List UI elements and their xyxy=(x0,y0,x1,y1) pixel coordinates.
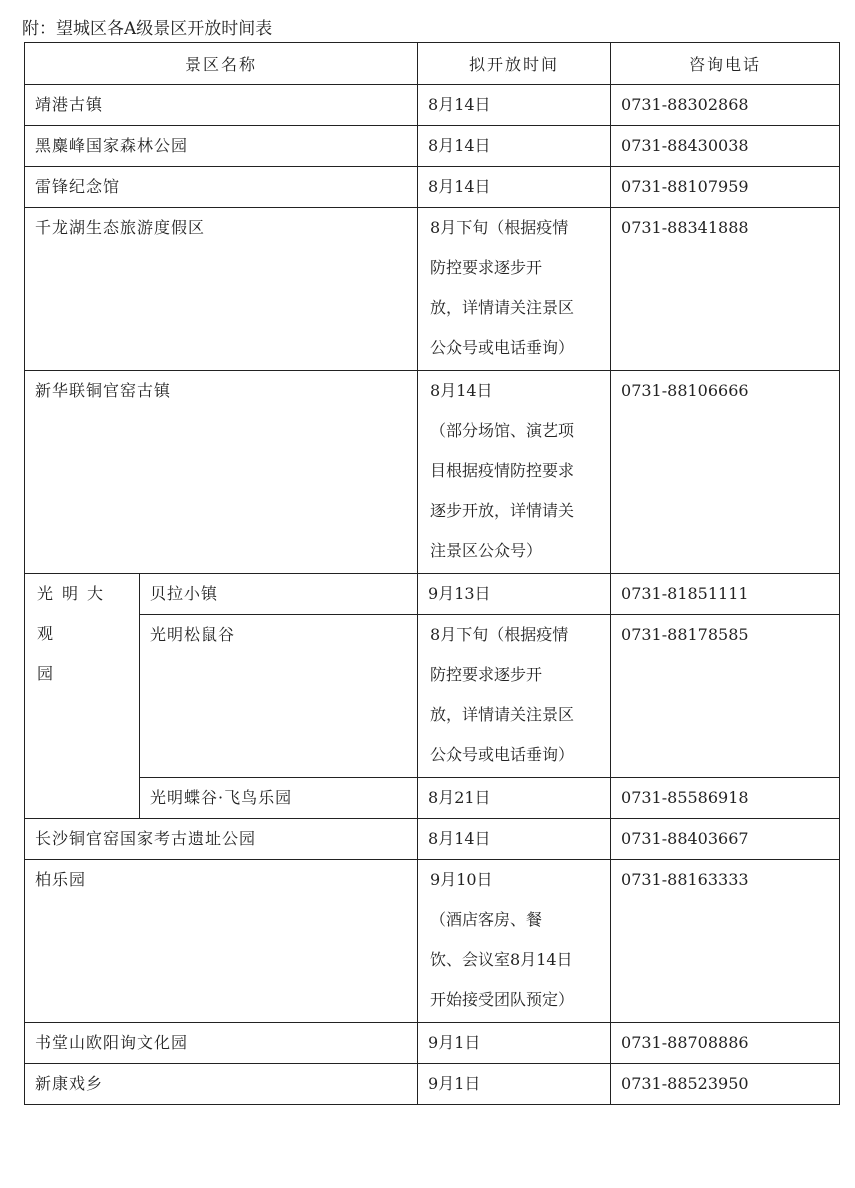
open-time-cell: 9月1日 xyxy=(418,1023,611,1064)
area-name-cell: 千龙湖生态旅游度假区 xyxy=(25,208,418,371)
phone-cell: 0731-88430038 xyxy=(611,126,840,167)
open-time-cell: 8月14日 xyxy=(418,126,611,167)
scenic-area-table xyxy=(24,42,840,1105)
area-name-cell: 柏乐园 xyxy=(25,860,418,1023)
open-time-cell: 8月14日 （部分场馆、演艺项 目根据疫情防控要求 逐步开放，详情请关 注景区公众号） xyxy=(418,371,611,574)
area-name-cell: 雷锋纪念馆 xyxy=(25,167,418,208)
table-row xyxy=(25,574,840,615)
phone-cell: 0731-88708886 xyxy=(611,1023,840,1064)
open-time-cell: 9月10日 （酒店客房、餐 饮、会议室8月14日 开始接受团队预定） xyxy=(418,860,611,1023)
phone-cell: 0731-88302868 xyxy=(611,85,840,126)
header-name: 景区名称 xyxy=(25,43,418,85)
table-row xyxy=(25,819,840,860)
area-name-cell: 新康戏乡 xyxy=(25,1064,418,1105)
open-time-cell: 8月14日 xyxy=(418,85,611,126)
header-phone: 咨询电话 xyxy=(611,43,840,85)
phone-cell: 0731-88523950 xyxy=(611,1064,840,1105)
table-row xyxy=(25,860,840,1023)
table-row xyxy=(25,167,840,208)
phone-cell: 0731-88163333 xyxy=(611,860,840,1023)
header-time: 拟开放时间 xyxy=(418,43,611,85)
phone-cell: 0731-81851111 xyxy=(611,574,840,615)
table-row xyxy=(25,1023,840,1064)
phone-cell: 0731-88178585 xyxy=(611,615,840,778)
open-time-cell: 9月1日 xyxy=(418,1064,611,1105)
sub-area-name-cell: 贝拉小镇 xyxy=(140,574,418,615)
phone-cell: 0731-88106666 xyxy=(611,371,840,574)
open-time-cell: 8月下旬（根据疫情 防控要求逐步开 放，详情请关注景区 公众号或电话垂询） xyxy=(418,615,611,778)
area-name-cell: 书堂山欧阳询文化园 xyxy=(25,1023,418,1064)
area-name-cell: 靖港古镇 xyxy=(25,85,418,126)
sub-area-name-cell: 光明松鼠谷 xyxy=(140,615,418,778)
table-row xyxy=(25,778,840,819)
sub-area-name-cell: 光明蝶谷·飞鸟乐园 xyxy=(140,778,418,819)
phone-cell: 0731-88403667 xyxy=(611,819,840,860)
open-time-cell: 9月13日 xyxy=(418,574,611,615)
table-row xyxy=(25,126,840,167)
area-name-cell: 黑麋峰国家森林公园 xyxy=(25,126,418,167)
table-row xyxy=(25,208,840,371)
phone-cell: 0731-88341888 xyxy=(611,208,840,371)
phone-cell: 0731-88107959 xyxy=(611,167,840,208)
page-caption: 附：望城区各A级景区开放时间表 xyxy=(22,19,273,39)
open-time-cell: 8月14日 xyxy=(418,167,611,208)
table-row xyxy=(25,615,840,778)
group-name-cell: 光明大观 园 xyxy=(25,574,140,819)
table-row xyxy=(25,1064,840,1105)
open-time-cell: 8月21日 xyxy=(418,778,611,819)
area-name-cell: 长沙铜官窑国家考古遗址公园 xyxy=(25,819,418,860)
open-time-cell: 8月14日 xyxy=(418,819,611,860)
phone-cell: 0731-85586918 xyxy=(611,778,840,819)
table-row xyxy=(25,371,840,574)
open-time-cell: 8月下旬（根据疫情 防控要求逐步开 放，详情请关注景区 公众号或电话垂询） xyxy=(418,208,611,371)
area-name-cell: 新华联铜官窑古镇 xyxy=(25,371,418,574)
table-row xyxy=(25,85,840,126)
table-header-row xyxy=(25,43,840,85)
